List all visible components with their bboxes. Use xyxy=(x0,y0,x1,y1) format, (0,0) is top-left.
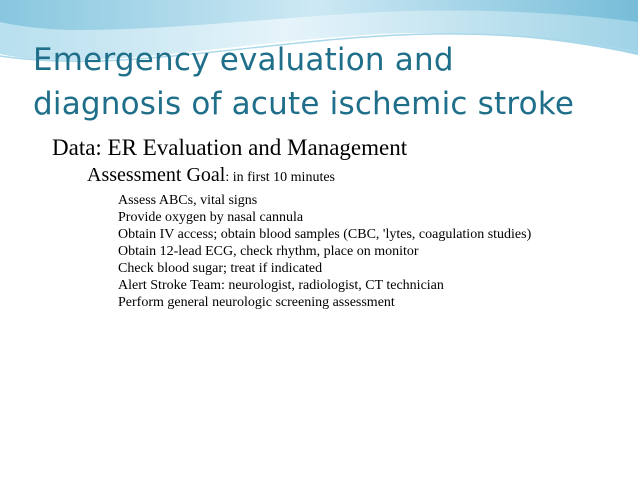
list-item: Check blood sugar; treat if indicated xyxy=(118,261,323,276)
title-line-2: diagnosis of acute ischemic stroke xyxy=(33,86,575,122)
section-heading: Data: ER Evaluation and Management xyxy=(52,135,408,160)
goal-label: Assessment Goal xyxy=(87,164,226,186)
checklist xyxy=(118,192,573,311)
list-item: Obtain 12-lead ECG, check rhythm, place on monitor xyxy=(118,244,419,259)
list-item: Assess ABCs, vital signs xyxy=(118,193,258,208)
list-item: Obtain IV access; obtain blood samples (CBC, 'lytes, coagulation studies) xyxy=(118,227,532,242)
list-item: Alert Stroke Team: neurologist, radiologist, CT technician xyxy=(118,278,444,293)
list-item: Perform general neurologic screening assessment xyxy=(118,295,395,310)
slide-body xyxy=(0,134,638,311)
goal-detail: : in first 10 minutes xyxy=(225,170,335,185)
title-line-1: Emergency evaluation and xyxy=(33,42,454,78)
slide-title xyxy=(33,38,633,126)
assessment-goal xyxy=(87,164,638,189)
list-item: Provide oxygen by nasal cannula xyxy=(118,210,304,225)
